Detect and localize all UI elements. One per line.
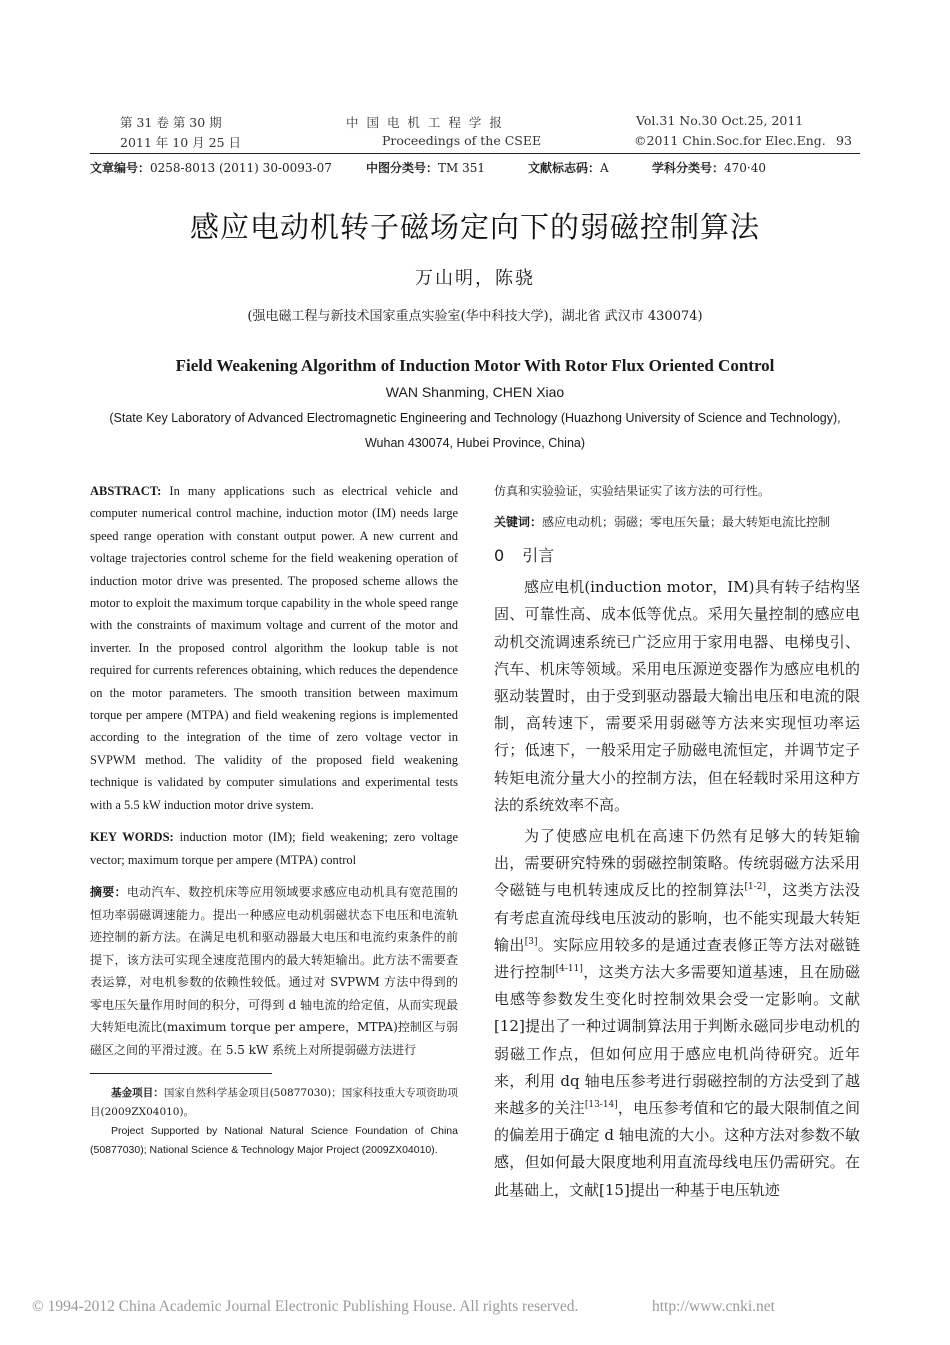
header-rule: [90, 153, 860, 154]
keywords-cn: 关键词：感应电动机；弱磁；零电压矢量；最大转矩电流比控制: [494, 514, 831, 529]
keywords-en: KEY WORDS: induction motor (IM); field weakening; zero voltage vector; maximum torque per ampere (MTPA) control: [90, 830, 458, 867]
citation-13-14: [13-14]: [584, 1100, 618, 1111]
header-journal-en: Proceedings of the CSEE: [382, 133, 542, 148]
subject-code: 学科分类号：470·40: [652, 161, 767, 175]
section-title: 引言: [522, 546, 555, 566]
page-number: 93: [836, 133, 852, 148]
header-volume-cn: 第 31 卷 第 30 期: [120, 115, 222, 130]
left-column: [90, 480, 458, 1160]
article-number: 文章编号：0258-8013 (2011) 30-0093-07: [90, 161, 332, 175]
abstract-en-label: ABSTRACT:: [90, 484, 162, 498]
affiliation-en-line2: Wuhan 430074, Hubei Province, China): [364, 436, 586, 450]
footnote-fund-en: Project Supported by National Natural Science Foundation of China (50877030); National Science & Technology Major Project (2009ZX04010).: [90, 1124, 458, 1156]
abstract-en: ABSTRACT: In many applications such as electrical vehicle and computer numerical control machine, induction motor (IM) needs large speed range operation with constant output power. A new current and voltage trajectories control scheme for the field weakening operation of induction motor drive was presented. The proposed scheme allows the motor to exploit the maximum torque capability in the whole speed range with the constraints of maximum voltage and current of the motor and inverter. In the proposed control algorithm the lookup table is not required for currents references obtaining, which reduces the dependence on the motor parameters. The smooth transition between maximum torque per ampere (MTPA) and field weakening regions is implemented according to the integration of the time of zero voltage vector in SVPWM method. The validity of the proposed field weakening technique is validated by computer simulations and experimental tests with a 5.5 kW induction motor drive system.: [90, 484, 458, 812]
authors-cn: 万山明，陈骁: [415, 268, 535, 289]
affiliation-cn: (强电磁工程与新技术国家重点实验室(华中科技大学)，湖北省 武汉市 430074): [247, 309, 703, 324]
section-heading: [494, 543, 860, 566]
header-copyright-society: ©2011 Chin.Soc.for Elec.Eng.: [634, 133, 826, 148]
right-column: [494, 480, 860, 1204]
footnote-rule: [90, 1073, 272, 1074]
title-cn: 感应电动机转子磁场定向下的弱磁控制算法: [189, 210, 760, 244]
intro-paragraph-1: 感应电机(induction motor，IM)具有转子结构坚固、可靠性高、成本低等优点。采用矢量控制的感应电动机交流调速系统已广泛应用于家用电器、电梯曳引、汽车、机床等领域。采用电压源逆变器作为感应电机的驱动装置时，由于受到驱动器最大输出电压和电流的限制，高转速下，需要采用弱磁等方法来实现恒功率运行；低速下，一般采用定子励磁电流恒定，并调节定子转矩电流分量大小的控制方法，但在轻载时采用这种方法的系统效率不高。: [494, 578, 860, 814]
authors-en: WAN Shanming, CHEN Xiao: [385, 384, 565, 400]
header-date-cn: 2011 年 10 月 25 日: [120, 135, 241, 150]
citation-4-11: [4-11]: [555, 964, 583, 975]
abstract-cn: 摘要：电动汽车、数控机床等应用领域要求感应电动机具有宽范围的恒功率弱磁调速能力。提出一种感应电动机弱磁状态下电压和电流轨迹控制的新方法。在满足电机和驱动器最大电压和电流约束条件的前提下，该方法可实现全速度范围内的最大转矩输出。此方法不需要查表运算，对电机参数的依赖性较低。通过对 SVPWM 方法中得到的零电压矢量作用时间的积分，可得到 d 轴电流的给定值，从而实现最大转矩电流比(maximum torque per ampere，MTPA)控制区与弱磁区之间的平滑过渡。在 5.5 kW 系统上对所提弱磁方法进行: [90, 884, 458, 1058]
document-code: 文献标志码：A: [528, 161, 609, 175]
citation-3: [3]: [524, 936, 538, 947]
footnote-fund-cn: 基金项目：国家自然科学基金项目(50877030)；国家科技重大专项资助项目(2009ZX04010)。: [90, 1086, 458, 1118]
abstract-cn-continued: 仿真和实验验证，实验结果证实了该方法的可行性。: [494, 484, 771, 498]
title-en: Field Weakening Algorithm of Induction Motor With Rotor Flux Oriented Control: [175, 356, 775, 375]
section-number: 0: [494, 546, 505, 566]
keywords-cn-label: 关键词：: [494, 514, 543, 529]
intro-paragraph-2: 为了使感应电机在高速下仍然有足够大的转矩输出，需要研究特殊的弱磁控制策略。传统弱磁方法采用令磁链与电机转速成反比的控制算法[1-2]，这类方法没有考虑直流母线电压波动的影响，也不能实现最大转矩输出[3]。实际应用较多的是通过查表修正等方法对磁链进行控制[4-11]，这类方法大多需要知道基速，且在励磁电感等参数发生变化时控制效果会受一定影响。文献[12]提出了一种过调制算法用于判断永磁同步电动机的弱磁工作点，但如何应用于感应电机尚待研究。近年来，利用 dq 轴电压参考进行弱磁控制的方法受到了越来越多的关注[13-14]，电压参考值和它的最大限制值之间的偏差用于确定 d 轴电流的大小。这种方法对参数不敏感，但如何最大限度地利用直流母线电压仍需研究。在此基础上，文献[15]提出一种基于电压轨迹: [494, 827, 860, 1199]
affiliation-en-line1: (State Key Laboratory of Advanced Electromagnetic Engineering and Technology (Huazhong University of Science and Technology),: [109, 411, 841, 425]
header-journal-cn: 中 国 电 机 工 程 学 报: [346, 115, 504, 130]
citation-1-2: [1-2]: [744, 882, 767, 893]
abstract-cn-label: 摘要：: [90, 884, 127, 899]
clc-number: 中图分类号：TM 351: [366, 161, 486, 175]
header-volume-en: Vol.31 No.30 Oct.25, 2011: [636, 113, 804, 128]
footer-copyright: © 1994-2012 China Academic Journal Electronic Publishing House. All rights reserved.: [32, 1298, 579, 1315]
keywords-en-label: KEY WORDS:: [90, 830, 174, 845]
footer-url[interactable]: http://www.cnki.net: [652, 1298, 775, 1315]
